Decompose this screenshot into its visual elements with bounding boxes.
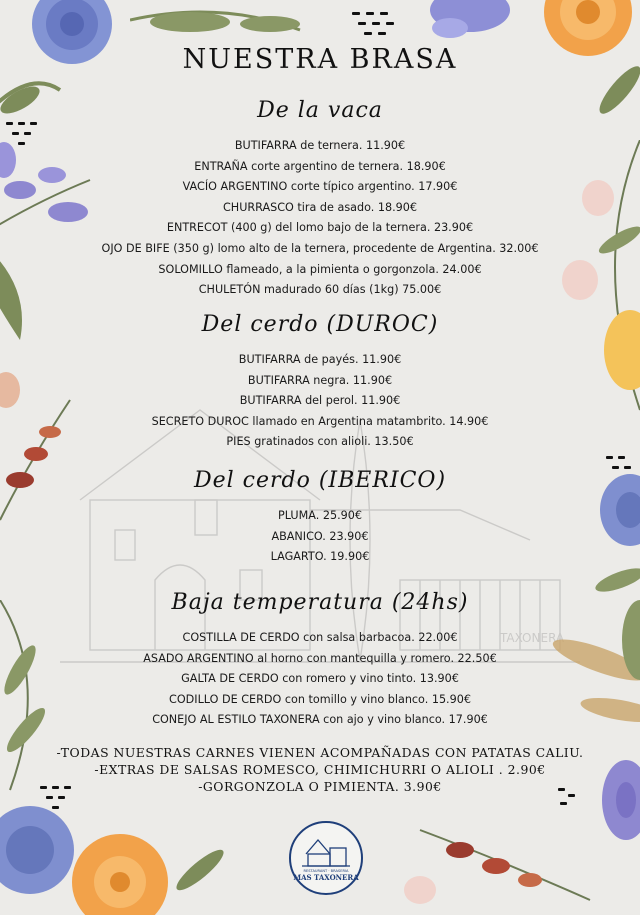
menu-item: ENTRAÑA corte argentino de ternera. 18.90€: [194, 159, 446, 173]
logo-subtitle: RESTAURANT · BRASERIA: [303, 869, 349, 873]
menu-item: BUTIFARRA negra. 11.90€: [247, 373, 393, 387]
menu-item: BUTIFARRA de payés. 11.90€: [238, 353, 402, 366]
section-vaca: [0, 98, 640, 301]
menu-item: PLUMA. 25.90€: [278, 509, 362, 522]
menu-item: ABANICO. 23.90€: [271, 529, 369, 543]
restaurant-logo: [288, 820, 364, 896]
footer-notes: [0, 744, 640, 795]
footer-note: -GORGONZOLA O PIMIENTA. 3.90€: [198, 779, 442, 794]
menu-item: BUTIFARRA de ternera. 11.90€: [234, 139, 406, 152]
section-heading: Del cerdo (DUROC): [201, 312, 439, 337]
menu-item: SOLOMILLO flameado, a la pimienta o gorgonzola. 24.00€: [158, 262, 482, 276]
menu-item: ASADO ARGENTINO al horno con mantequilla y romero. 22.50€: [143, 651, 497, 665]
footer-note: -EXTRAS DE SALSAS ROMESCO, CHIMICHURRI O ALIOLI . 2.90€: [94, 762, 546, 777]
footer-note: -TODAS NUESTRAS CARNES VIENEN ACOMPAÑADAS CON PATATAS CALIU.: [56, 745, 584, 760]
menu-item: GALTA DE CERDO con romero y vino tinto. 13.90€: [181, 672, 459, 686]
menu-item: BUTIFARRA del perol. 11.90€: [239, 394, 401, 408]
section-heading: Baja temperatura (24hs): [171, 590, 469, 615]
dots-icon: [350, 8, 400, 38]
menu-item: ENTRECOT (400 g) del lomo bajo de la ternera. 23.90€: [166, 221, 474, 235]
menu-item: VACÍO ARGENTINO corte típico argentino. 17.90€: [182, 180, 458, 194]
section-baja-temperatura: [0, 590, 640, 731]
menu-item: OJO DE BIFE (350 g) lomo alto de la ternera, procedente de Argentina. 32.00€: [101, 241, 539, 255]
section-heading: De la vaca: [257, 98, 383, 123]
menu-item: CHULETÓN madurado 60 días (1kg) 75.00€: [198, 283, 442, 297]
menu-item: PIES gratinados con alioli. 13.50€: [226, 435, 414, 449]
sketch-sign: TAXONERA: [500, 631, 565, 645]
section-duroc: [0, 312, 640, 453]
page-title: NUESTRA BRASA: [182, 44, 458, 75]
section-iberico: [0, 468, 640, 568]
logo-name: MAS TAXONERA: [293, 873, 359, 882]
menu-item: COSTILLA DE CERDO con salsa barbacoa. 22.00€: [182, 631, 458, 644]
menu-item: CONEJO AL ESTILO TAXONERA con ajo y vino blanco. 17.90€: [152, 713, 488, 727]
menu-item: LAGARTO. 19.90€: [270, 550, 370, 564]
menu-item: CHURRASCO tira de asado. 18.90€: [222, 200, 418, 214]
section-heading: Del cerdo (IBERICO): [193, 468, 447, 493]
menu-item: CODILLO DE CERDO con tomillo y vino blanco. 15.90€: [169, 692, 471, 706]
menu-item: SECRETO DUROC llamado en Argentina matambrito. 14.90€: [151, 414, 489, 428]
bottom-red-flower-icon: [400, 820, 600, 910]
